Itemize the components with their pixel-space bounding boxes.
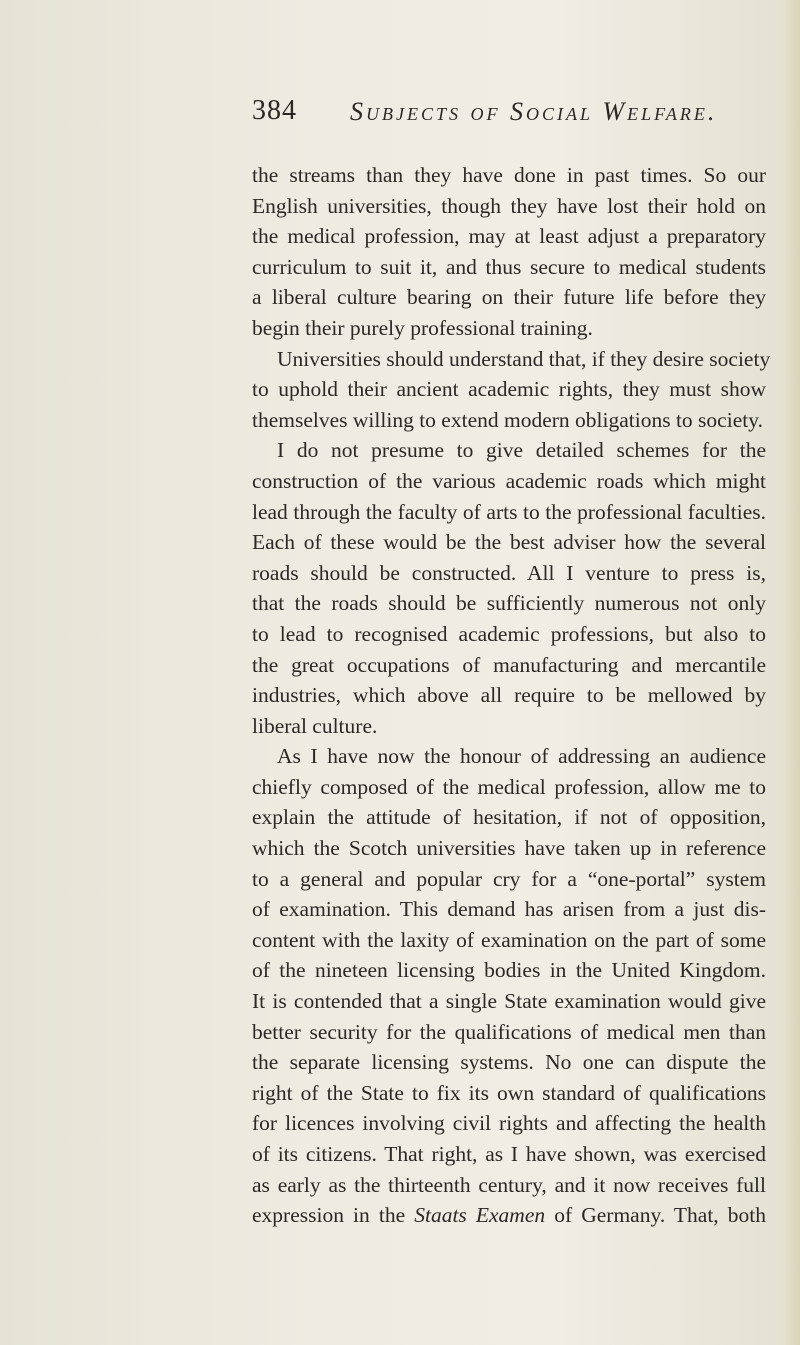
text-line: to a general and popular cry for a “one-portal” system (252, 866, 766, 891)
text-line: the great occupations of manufacturing and mercantile (252, 652, 766, 677)
text-line: begin their purely professional training. (252, 315, 593, 340)
text-line: lead through the faculty of arts to the professional faculties. (252, 499, 766, 524)
text-line: to lead to recognised academic professions, but also to (252, 621, 766, 646)
text-line: a liberal culture bearing on their future life before they (252, 285, 766, 310)
text-line: construction of the various academic roads which might (252, 468, 766, 493)
text-line: chiefly composed of the medical profession, allow me to (252, 774, 766, 799)
text-line: the separate licensing systems. No one can dispute the (252, 1050, 766, 1075)
text-line: content with the laxity of examination on the part of some (252, 927, 766, 952)
text-line: I do not presume to give detailed schemes for the (277, 438, 766, 463)
page-header (252, 95, 772, 135)
text-line: roads should be constructed. All I venture to press is, (252, 560, 766, 585)
running-head: Subjects of Social Welfare. (350, 97, 718, 126)
text-line: As I have now the honour of addressing an audience (277, 744, 766, 769)
text-line: better security for the qualifications of medical men than (252, 1019, 766, 1044)
text-line: to uphold their ancient academic rights, they must show (252, 377, 766, 402)
text-line: themselves willing to extend modern obligations to society. (252, 407, 763, 432)
text-line: explain the attitude of hesitation, if not of opposition, (252, 805, 766, 830)
text-line: of examination. This demand has arisen from a just dis- (252, 897, 766, 922)
text-line: English universities, though they have lost their hold on (252, 193, 766, 218)
text-line: which the Scotch universities have taken up in reference (252, 836, 766, 861)
text-line: It is contended that a single State examination would give (252, 989, 766, 1014)
text-line: right of the State to fix its own standard of qualifications (252, 1080, 766, 1105)
text-line: liberal culture. (252, 713, 378, 738)
text-line: the medical profession, may at least adjust a preparatory (252, 224, 766, 249)
text-fragment: expression in the (252, 1203, 415, 1228)
text-line: of the nineteen licensing bodies in the United Kingdom. (252, 958, 766, 983)
text-line: Each of these would be the best adviser how the several (252, 530, 766, 555)
text-line-final (252, 1200, 766, 1231)
body-text (252, 160, 771, 1231)
text-line: curriculum to suit it, and thus secure to medical students (252, 254, 766, 279)
text-line: Universities should understand that, if they desire society (277, 346, 771, 371)
italic-term: Staats Examen (414, 1203, 546, 1228)
page-number: 384 (252, 95, 297, 126)
text-fragment: of Germany. That, both (545, 1203, 766, 1228)
page-edge-shadow (782, 0, 800, 1345)
text-line: for licences involving civil rights and affecting the health (252, 1111, 766, 1136)
text-line: as early as the thirteenth century, and it now receives full (252, 1172, 766, 1197)
text-line: industries, which above all require to be mellowed by (252, 683, 766, 708)
text-line: of its citizens. That right, as I have shown, was exercised (252, 1142, 766, 1166)
text-line: that the roads should be sufficiently numerous not only (252, 591, 766, 616)
text-line: the streams than they have done in past times. So our (252, 163, 766, 187)
